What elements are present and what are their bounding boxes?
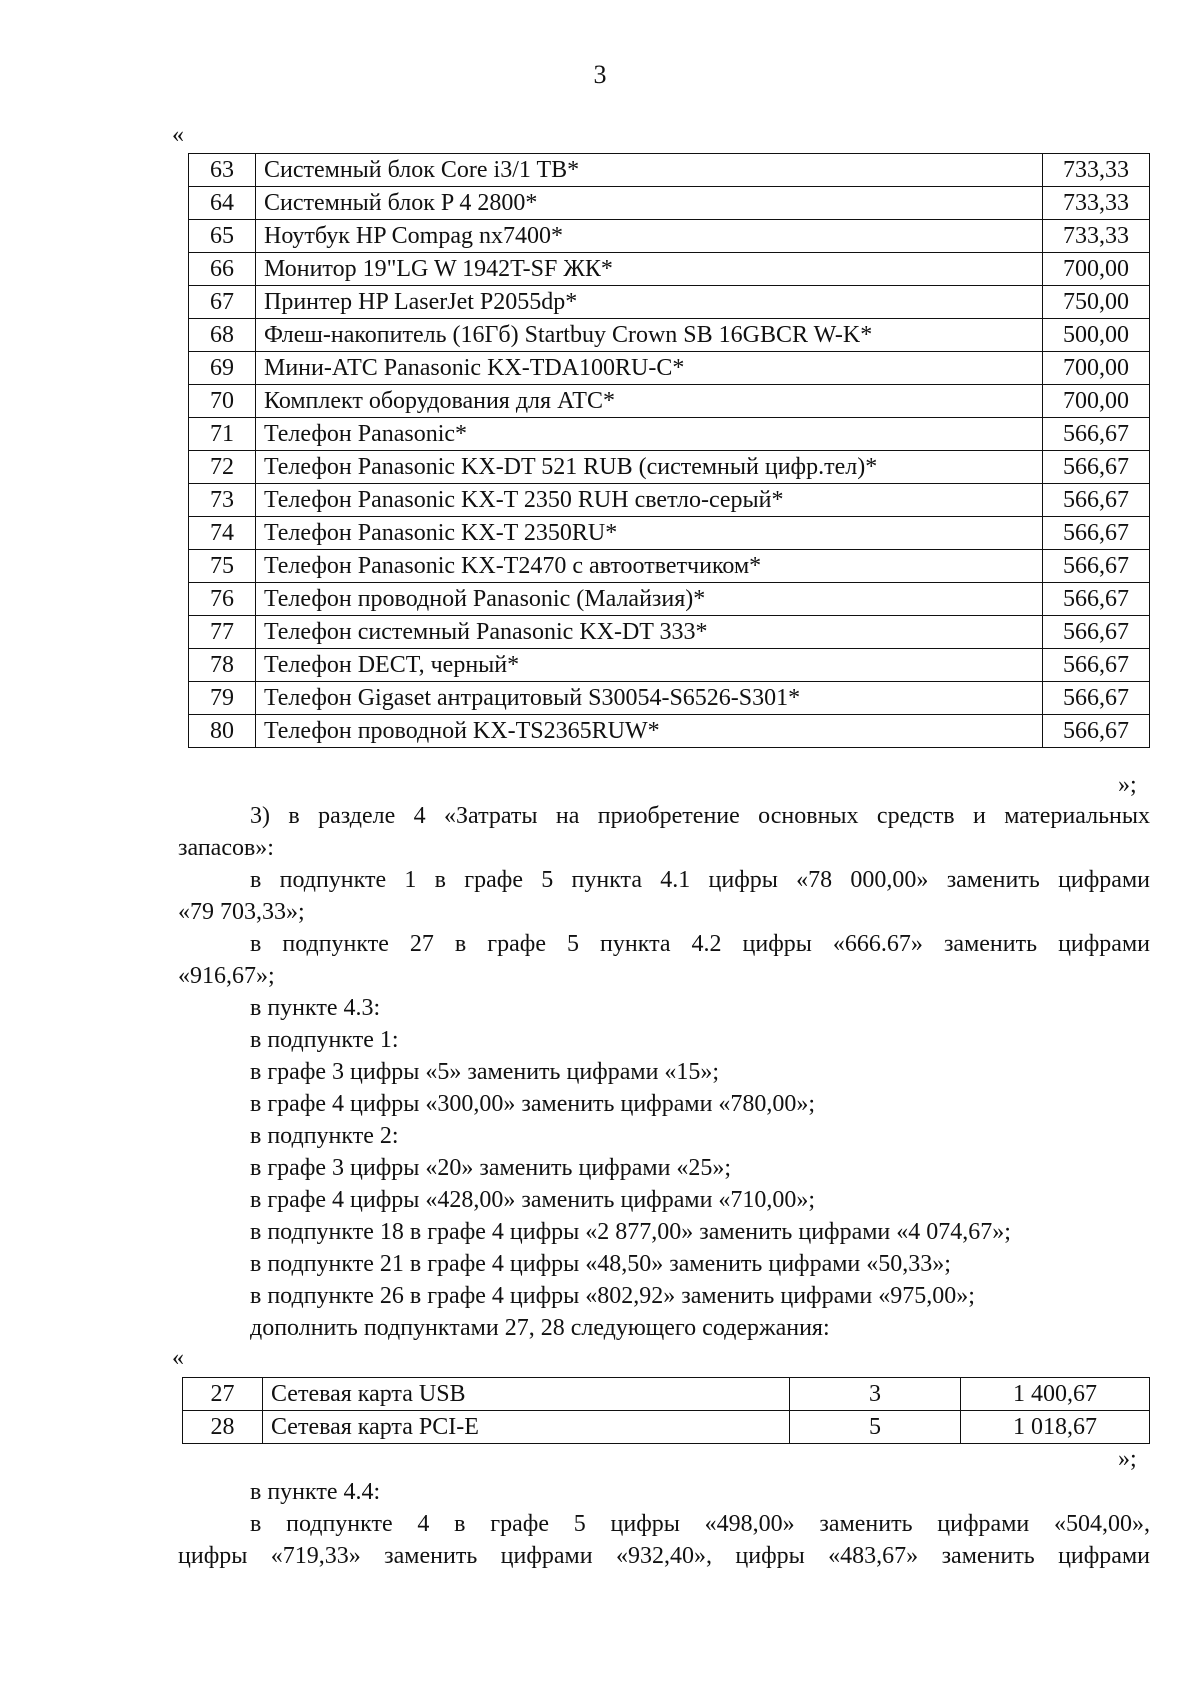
table-row [189,517,1150,550]
row-number: 66 [189,253,256,286]
table-row [189,616,1150,649]
row-number: 77 [189,616,256,649]
item-name: Телефон Panasonic KX-T 2350RU* [256,517,1043,550]
item-price: 566,67 [1043,682,1150,715]
row-number: 73 [189,484,256,517]
table-row [189,253,1150,286]
amendment-line: в подпункте 2: [250,1123,399,1149]
amendment-line: в подпункте 21 в графе 4 цифры «48,50» заменить цифрами «50,33»; [250,1251,951,1277]
item-price: 700,00 [1043,253,1150,286]
item-name: Телефон системный Panasonic KX-DT 333* [256,616,1043,649]
item-price: 566,67 [1043,484,1150,517]
row-number: 63 [189,154,256,187]
table-row [189,352,1150,385]
closing-quote-2: »; [1118,1446,1137,1472]
item-price: 500,00 [1043,319,1150,352]
item-price: 566,67 [1043,550,1150,583]
row-number: 67 [189,286,256,319]
item-price: 733,33 [1043,154,1150,187]
item-name: Системный блок Core i3/1 TB* [256,154,1043,187]
row-number: 74 [189,517,256,550]
closing-quote: »; [1118,772,1137,798]
amendment-line: в подпункте 1: [250,1027,399,1053]
row-number: 71 [189,418,256,451]
item-name: Сетевая карта PCI-E [263,1411,790,1444]
amendment-line: в графе 3 цифры «5» заменить цифрами «15»; [250,1059,720,1085]
row-number: 28 [183,1411,263,1444]
amendment-line: дополнить подпунктами 27, 28 следующего содержания: [250,1315,830,1341]
item-quantity: 3 [790,1378,961,1411]
item-name: Системный блок P 4 2800* [256,187,1043,220]
item-price: 700,00 [1043,385,1150,418]
item-price: 1 400,67 [961,1378,1150,1411]
item-price: 566,67 [1043,583,1150,616]
item-name: Ноутбук HP Compag nx7400* [256,220,1043,253]
amendment-line: в графе 4 цифры «300,00» заменить цифрами «780,00»; [250,1091,816,1117]
item-name: Телефон Panasonic KX-T2470 с автоответчиком* [256,550,1043,583]
section-4-line-2: цифры «719,33» заменить цифрами «932,40», цифры «483,67» заменить цифрами [178,1543,1150,1569]
subitem-1-line-1: в подпункте 1 в графе 5 пункта 4.1 цифры «78 000,00» заменить цифрами [250,867,1150,893]
row-number: 72 [189,451,256,484]
table-row [189,418,1150,451]
row-number: 27 [183,1378,263,1411]
item-name: Телефон Gigaset антрацитовый S30054-S6526-S301* [256,682,1043,715]
amendment-line: в подпункте 18 в графе 4 цифры «2 877,00» заменить цифрами «4 074,67»; [250,1219,1011,1245]
item-price: 566,67 [1043,616,1150,649]
item-name: Телефон Panasonic KX-DT 521 RUB (системный цифр.тел)* [256,451,1043,484]
table-row [183,1411,1150,1444]
amendment-line: в графе 4 цифры «428,00» заменить цифрами «710,00»; [250,1187,816,1213]
table-row [183,1378,1150,1411]
section-3-line-2: запасов»: [178,835,274,861]
section-4-line-1: в подпункте 4 в графе 5 цифры «498,00» заменить цифрами «504,00», [250,1511,1150,1537]
item-name: Мини-АТС Panasonic KX-TDA100RU-C* [256,352,1043,385]
item-name: Телефон Panasonic* [256,418,1043,451]
subitem-1-line-2: «79 703,33»; [178,899,305,925]
row-number: 80 [189,715,256,748]
row-number: 78 [189,649,256,682]
item-quantity: 5 [790,1411,961,1444]
table-row [189,583,1150,616]
table-row [189,484,1150,517]
section-3-line-1: 3) в разделе 4 «Затраты на приобретение основных средств и материальных [250,803,1150,829]
table-row [189,286,1150,319]
table-row [189,451,1150,484]
row-number: 65 [189,220,256,253]
item-price: 566,67 [1043,517,1150,550]
item-name: Монитор 19"LG W 1942T-SF ЖК* [256,253,1043,286]
equipment-table [188,153,1150,748]
subitem-27-line-2: «916,67»; [178,963,275,989]
table-row [189,550,1150,583]
row-number: 68 [189,319,256,352]
table-row [189,385,1150,418]
amendment-line: в пункте 4.3: [250,995,381,1021]
row-number: 75 [189,550,256,583]
row-number: 76 [189,583,256,616]
row-number: 70 [189,385,256,418]
item-name: Телефон DECT, черный* [256,649,1043,682]
section-4-heading: в пункте 4.4: [250,1479,381,1505]
table-row [189,715,1150,748]
item-name: Флеш-накопитель (16Гб) Startbuy Crown SB 16GBCR W-K* [256,319,1043,352]
row-number: 79 [189,682,256,715]
amendment-line: в подпункте 26 в графе 4 цифры «802,92» заменить цифрами «975,00»; [250,1283,975,1309]
item-price: 750,00 [1043,286,1150,319]
item-name: Телефон Panasonic KX-T 2350 RUH светло-серый* [256,484,1043,517]
item-name: Телефон проводной KX-TS2365RUW* [256,715,1043,748]
network-cards-table [182,1377,1150,1444]
item-name: Комплект оборудования для АТС* [256,385,1043,418]
amendment-line: в графе 3 цифры «20» заменить цифрами «25»; [250,1155,732,1181]
item-price: 733,33 [1043,187,1150,220]
page-number: 3 [593,60,607,89]
item-price: 733,33 [1043,220,1150,253]
item-name: Телефон проводной Panasonic (Малайзия)* [256,583,1043,616]
item-price: 1 018,67 [961,1411,1150,1444]
opening-quote-2: « [172,1345,184,1371]
table-row [189,649,1150,682]
table-row [189,682,1150,715]
item-price: 566,67 [1043,418,1150,451]
table-row [189,220,1150,253]
row-number: 64 [189,187,256,220]
table-row [189,319,1150,352]
item-price: 566,67 [1043,649,1150,682]
item-name: Принтер HP LaserJet P2055dp* [256,286,1043,319]
item-price: 566,67 [1043,451,1150,484]
subitem-27-line-1: в подпункте 27 в графе 5 пункта 4.2 цифры «666.67» заменить цифрами [250,931,1150,957]
item-price: 566,67 [1043,715,1150,748]
row-number: 69 [189,352,256,385]
table-row [189,187,1150,220]
item-price: 700,00 [1043,352,1150,385]
opening-quote: « [172,122,184,148]
item-name: Сетевая карта USB [263,1378,790,1411]
table-row [189,154,1150,187]
